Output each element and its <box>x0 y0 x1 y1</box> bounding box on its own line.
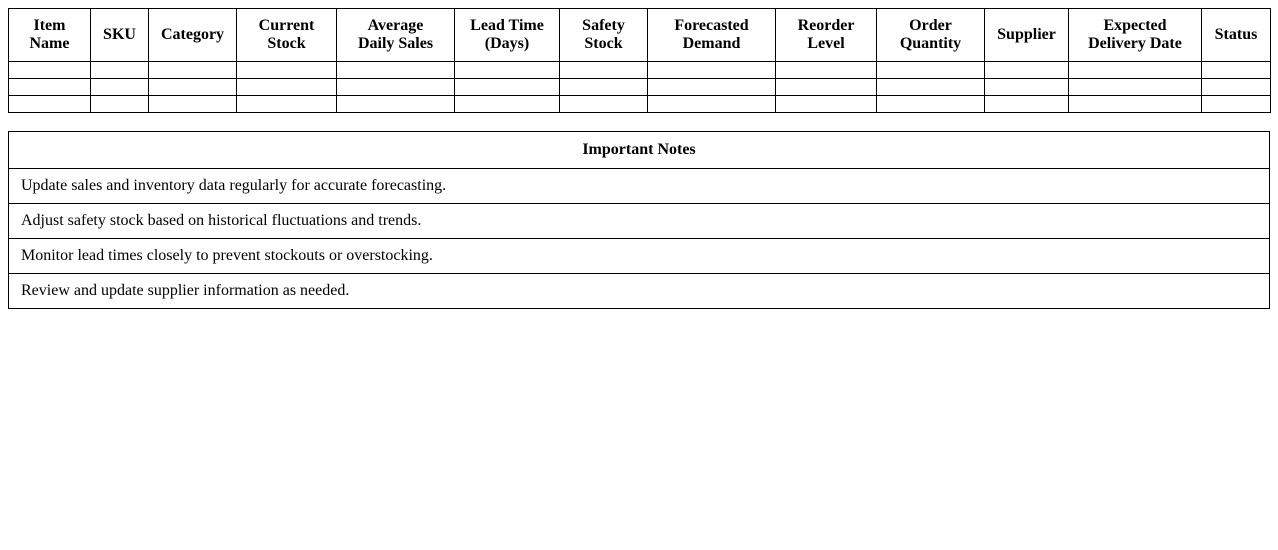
table-cell[interactable] <box>776 79 877 96</box>
table-cell[interactable] <box>9 62 91 79</box>
header-label: Reorder Level <box>797 17 855 52</box>
header-item-name <box>9 9 91 62</box>
table-cell[interactable] <box>9 96 91 113</box>
table-cell[interactable] <box>91 62 149 79</box>
table-cell[interactable] <box>1202 62 1271 79</box>
table-cell[interactable] <box>91 79 149 96</box>
header-sku <box>91 9 149 62</box>
table-cell[interactable] <box>1069 79 1202 96</box>
header-lead-time <box>455 9 560 62</box>
table-cell[interactable] <box>149 62 237 79</box>
header-category <box>149 9 237 62</box>
table-cell[interactable] <box>1069 62 1202 79</box>
table-cell[interactable] <box>455 62 560 79</box>
header-supplier <box>985 9 1069 62</box>
table-cell[interactable] <box>91 96 149 113</box>
document-body <box>8 8 1270 309</box>
table-cell[interactable] <box>648 96 776 113</box>
table-cell[interactable] <box>237 96 337 113</box>
table-cell[interactable] <box>1069 96 1202 113</box>
table-cell[interactable] <box>877 62 985 79</box>
table-cell[interactable] <box>776 96 877 113</box>
header-label: SKU <box>103 26 136 43</box>
table-cell[interactable] <box>1202 79 1271 96</box>
inventory-header-row <box>9 9 1271 62</box>
notes-header-row <box>9 132 1270 169</box>
note-text: Monitor lead times closely to prevent stockouts or overstocking. <box>9 239 1270 274</box>
header-label: Status <box>1214 26 1258 43</box>
table-cell[interactable] <box>1202 96 1271 113</box>
header-label: Item Name <box>29 17 70 52</box>
header-label: Order Quantity <box>899 17 962 52</box>
note-text: Update sales and inventory data regularly for accurate forecasting. <box>9 169 1270 204</box>
header-expected-delivery-date <box>1069 9 1202 62</box>
table-cell[interactable] <box>149 79 237 96</box>
header-current-stock <box>237 9 337 62</box>
note-row <box>9 169 1270 204</box>
table-cell[interactable] <box>337 62 455 79</box>
header-status <box>1202 9 1271 62</box>
table-cell[interactable] <box>237 79 337 96</box>
header-forecasted-demand <box>648 9 776 62</box>
note-row <box>9 239 1270 274</box>
table-row <box>9 62 1271 79</box>
header-label: Average Daily Sales <box>357 17 434 52</box>
header-label: Current Stock <box>258 17 315 52</box>
table-cell[interactable] <box>877 96 985 113</box>
notes-table <box>8 131 1270 309</box>
table-cell[interactable] <box>776 62 877 79</box>
header-label: Supplier <box>997 26 1056 43</box>
table-cell[interactable] <box>985 62 1069 79</box>
table-cell[interactable] <box>985 96 1069 113</box>
table-cell[interactable] <box>560 96 648 113</box>
header-safety-stock <box>560 9 648 62</box>
table-cell[interactable] <box>560 62 648 79</box>
header-reorder-level <box>776 9 877 62</box>
note-text: Adjust safety stock based on historical fluctuations and trends. <box>9 204 1270 239</box>
table-cell[interactable] <box>9 79 91 96</box>
table-cell[interactable] <box>455 96 560 113</box>
header-label: Forecasted Demand <box>674 17 749 52</box>
header-label: Expected Delivery Date <box>1088 17 1182 52</box>
table-cell[interactable] <box>648 62 776 79</box>
table-cell[interactable] <box>648 79 776 96</box>
note-text: Review and update supplier information as needed. <box>9 274 1270 309</box>
header-average-daily-sales <box>337 9 455 62</box>
notes-title: Important Notes <box>9 132 1270 169</box>
inventory-table <box>8 8 1271 113</box>
table-cell[interactable] <box>985 79 1069 96</box>
header-label: Safety Stock <box>582 17 625 52</box>
table-row <box>9 96 1271 113</box>
table-cell[interactable] <box>149 96 237 113</box>
table-cell[interactable] <box>237 62 337 79</box>
header-order-quantity <box>877 9 985 62</box>
table-cell[interactable] <box>877 79 985 96</box>
table-cell[interactable] <box>560 79 648 96</box>
header-label: Category <box>160 26 225 43</box>
table-cell[interactable] <box>337 79 455 96</box>
note-row <box>9 274 1270 309</box>
note-row <box>9 204 1270 239</box>
table-row <box>9 79 1271 96</box>
table-cell[interactable] <box>455 79 560 96</box>
header-label: Lead Time (Days) <box>470 17 544 52</box>
table-cell[interactable] <box>337 96 455 113</box>
